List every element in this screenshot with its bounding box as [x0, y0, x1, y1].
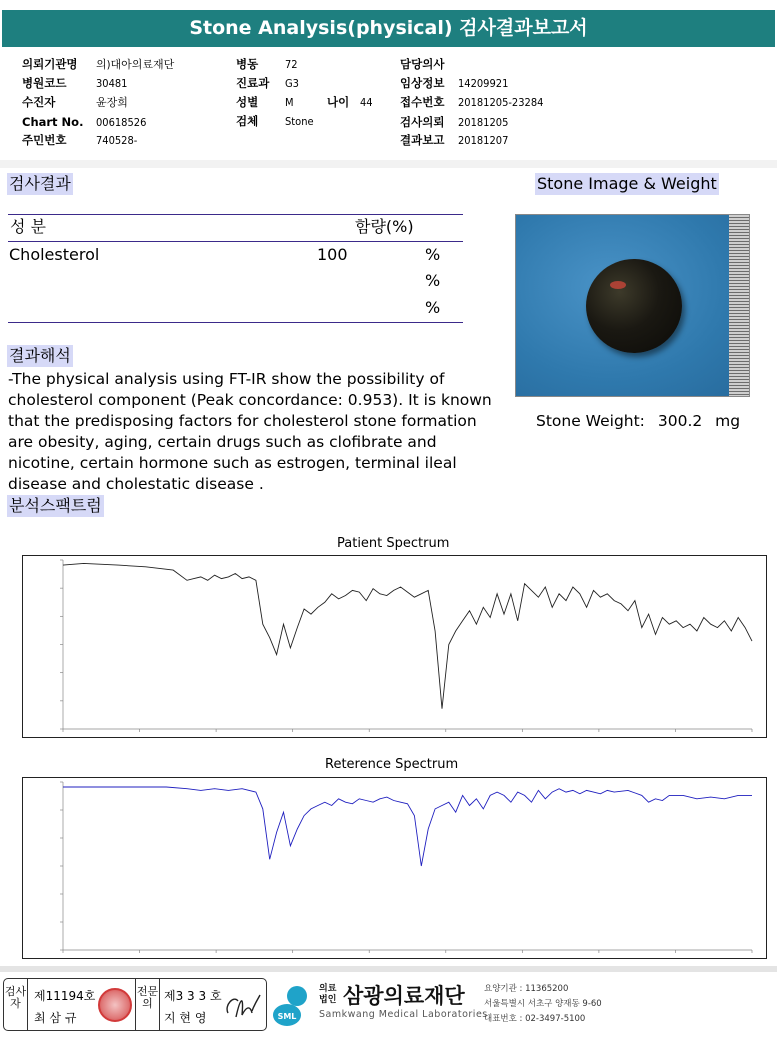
specialist-signature-icon — [222, 989, 262, 1023]
chart-axes — [63, 560, 752, 729]
report-title: Stone Analysis(physical) 검사결과보고서 — [2, 10, 775, 47]
info-value: G3 — [285, 77, 299, 90]
logo-english-name: Samkwang Medical Laboratories — [319, 1009, 488, 1020]
patient-spectrum-chart — [22, 555, 767, 738]
specialist-label-column — [135, 979, 160, 1030]
age-value: 44 — [360, 96, 373, 109]
info-label: 접수번호 — [400, 95, 445, 109]
info-value: 윤장희 — [96, 96, 128, 109]
interpretation-section-label: 결과해석 — [9, 346, 71, 365]
logo-name: 삼광의료재단 — [343, 984, 465, 1008]
logo-small-line2: 법인 — [319, 995, 337, 1005]
inspector-name: 최 삼 규 — [34, 1011, 77, 1025]
patient-spectrum-title: Patient Spectrum — [337, 536, 450, 551]
info-value: 20181205 — [458, 116, 509, 129]
info-label: 주민번호 — [22, 133, 67, 147]
info-label: 임상정보 — [400, 76, 445, 90]
interpretation-text: -The physical analysis using FT-IR show the possibility of cholesterol component (Peak concordance: 0.953). It is known that the predisposing factors for cholesterol stone formation are obesity, aging, certain drugs such as clofibrate and nicotine, certain hormone such as estrogen, terminal ileal disease and cholestatic disease . — [8, 370, 492, 493]
info-value: 14209921 — [458, 77, 509, 90]
footer-divider — [0, 966, 777, 972]
chart-axes — [63, 782, 752, 950]
info-value: 20181207 — [458, 134, 509, 147]
info-label: Chart No. — [22, 115, 84, 129]
component-name: Cholesterol — [9, 245, 100, 264]
column-header-component: 성 분 — [10, 217, 46, 236]
stone-section-label: Stone Image & Weight — [537, 174, 717, 193]
stone-shape — [586, 259, 682, 353]
signature-box — [3, 978, 267, 1031]
info-value: 30481 — [96, 77, 128, 90]
stone-weight — [536, 412, 740, 430]
samkwang-logo — [273, 978, 488, 1030]
info-label: 수진자 — [22, 95, 56, 109]
info-label: 검사의뢰 — [400, 115, 445, 129]
info-label: 검체 — [236, 114, 259, 128]
component-value: 100 — [317, 245, 348, 264]
specialist-number: 제3 3 3 호 — [164, 989, 222, 1003]
specialist-name: 지 현 영 — [164, 1011, 207, 1025]
stone-weight-label: Stone Weight: — [536, 412, 645, 430]
inspector-label: 검사자 — [4, 985, 27, 1010]
info-value: M — [285, 96, 294, 109]
inspector-number: 제11194호 — [34, 989, 96, 1003]
info-value: 20181205-23284 — [458, 96, 544, 109]
header-divider — [0, 160, 777, 168]
info-label: 진료과 — [236, 76, 270, 90]
logo-corp-type — [319, 984, 336, 1006]
info-value: Stone — [285, 115, 314, 128]
column-header-content: 함량(%) — [355, 217, 414, 236]
component-unit: % — [425, 298, 441, 317]
stone-photo — [515, 214, 750, 397]
table-bottom-rule — [8, 322, 463, 323]
info-label: 담당의사 — [400, 57, 445, 71]
info-value: 00618526 — [96, 116, 147, 129]
patient-spectrum-line — [63, 563, 752, 708]
stone-weight-unit: mg — [715, 412, 741, 430]
stone-weight-value: 300.2 — [657, 412, 703, 430]
reference-spectrum-line — [63, 787, 752, 866]
patient-info — [22, 56, 762, 152]
reference-spectrum-title: Reterence Spectrum — [325, 757, 459, 772]
ruler-scale — [729, 215, 749, 396]
sml-logo-text: SML — [277, 1012, 297, 1021]
spectrum-section-label: 분석스팩트럼 — [9, 496, 102, 515]
reference-spectrum-svg — [23, 778, 766, 958]
info-label: 결과보고 — [400, 133, 445, 147]
info-value: 의)대아의료재단 — [96, 58, 175, 71]
table-header-rule — [8, 241, 463, 242]
info-label: 병동 — [236, 57, 259, 71]
contact-info — [484, 982, 602, 1027]
component-unit: % — [425, 245, 441, 264]
age-label: 나이 — [327, 95, 350, 109]
contact-line2: 서울특별시 서초구 양재동 9-60 — [484, 999, 602, 1009]
info-label: 병원코드 — [22, 76, 67, 90]
logo-small-line1: 의료 — [319, 984, 337, 994]
table-top-rule — [8, 214, 463, 215]
patient-spectrum-svg — [23, 556, 766, 737]
contact-line1: 요양기관 : 11365200 — [484, 984, 569, 994]
reference-spectrum-chart — [22, 777, 767, 959]
component-unit: % — [425, 271, 441, 290]
info-value: 740528- — [96, 134, 138, 147]
info-label: 의뢰기관명 — [22, 57, 78, 71]
info-label: 성별 — [236, 95, 259, 109]
results-section-label: 검사결과 — [9, 174, 71, 193]
contact-line3: 대표번호 : 02-3497-5100 — [484, 1014, 586, 1024]
specialist-label: 전문의 — [136, 985, 159, 1010]
sml-logo-icon — [273, 982, 315, 1028]
info-value: 72 — [285, 58, 298, 71]
